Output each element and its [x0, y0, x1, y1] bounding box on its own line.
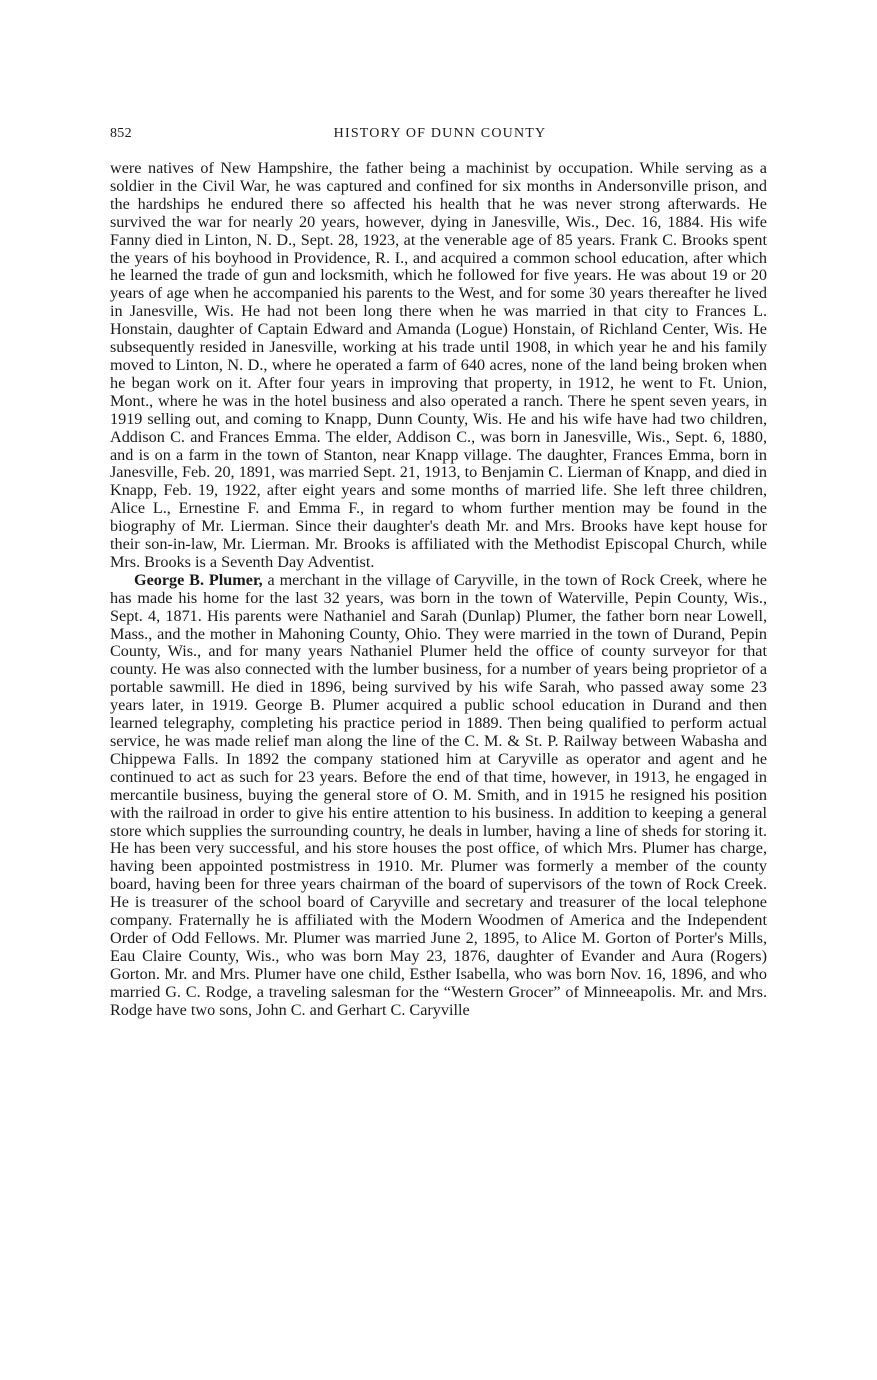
paragraph-brooks-continuation	[110, 160, 767, 572]
running-title: HISTORY OF DUNN COUNTY	[333, 126, 547, 141]
paragraph-text: were natives of New Hampshire, the father being a machinist by occupation. While serving as a soldier in the Civil War, he was captured and confined for six months in Andersonville prison, and the hardships he endured there so affected his health that he was never strong afterwards. He survived the war for nearly 20 years, however, dying in Janesville, Wis., Dec. 16, 1884. His wife Fanny died in Linton, N. D., Sept. 28, 1923, at the venerable age of 85 years. Frank C. Brooks spent the years of his boyhood in Providence, R. I., and acquired a common school education, after which he learned the trade of gun and locksmith, which he followed for five years. He was about 19 or 20 years of age when he accompanied his parents to the West, and for some 30 years thereafter he lived in Janesville, Wis. He had not been long there when he was married in that city to Frances L. Honstain, daughter of Captain Edward and Amanda (Logue) Honstain, of Richland Center, Wis. He subsequently resided in Janesville, working at his trade until 1908, in which year he and his family moved to Linton, N. D., where he operated a farm of 640 acres, none of the land being broken when he began work on it. After four years in improving that property, in 1912, he went to Ft. Union, Mont., where he was in the hotel business and also operated a ranch. There he spent seven years, in 1919 selling out, and coming to Knapp, Dunn County, Wis. He and his wife have had two children, Addison C. and Frances Emma. The elder, Addison C., was born in Janesville, Wis., Sept. 6, 1880, and is on a farm in the town of Stanton, near Knapp village. The daughter, Frances Emma, born in Janesville, Feb. 20, 1891, was married Sept. 21, 1913, to Benjamin C. Lierman of Knapp, and died in Knapp, Feb. 19, 1922, after eight years and some months of married life. She left three children, Alice L., Ernestine F. and Emma F., in regard to whom further mention may be found in the biography of Mr. Lierman. Since their daughter's death Mr. and Mrs. Brooks have kept house for their son-in-law, Mr. Lierman. Mr. Brooks is affiliated with the Methodist Episcopal Church, while Mrs. Brooks is a Seventh Day Adventist.	[110, 159, 767, 571]
biography-subject-name: George B. Plumer,	[134, 570, 263, 589]
page-number: 852	[110, 126, 132, 141]
body-text	[110, 160, 767, 1020]
paragraph-george-b-plumer	[110, 572, 767, 1020]
running-head	[110, 126, 770, 146]
paragraph-text: a merchant in the village of Caryville, in the town of Rock Creek, where he has made his home for the last 32 years, was born in the town of Waterville, Pepin County, Wis., Sept. 4, 1871. His parents were Nathaniel and Sarah (Dunlap) Plumer, the father born near Lowell, Mass., and the mother in Mahoning County, Ohio. They were married in the town of Durand, Pepin County, Wis., and for many years Nathaniel Plumer held the office of county surveyor for that county. He was also connected with the lumber business, for a number of years being proprietor of a portable sawmill. He died in 1896, being survived by his wife Sarah, who passed away some 23 years later, in 1919. George B. Plumer acquired a public school education in Durand and then learned telegraphy, completing his practice period in 1889. Then being qualified to perform actual service, he was made relief man along the line of the C. M. & St. P. Railway between Wabasha and Chippewa Falls. In 1892 the company stationed him at Caryville as operator and agent and he continued to act as such for 23 years. Before the end of that time, however, in 1913, he engaged in mercantile business, buying the general store of O. M. Smith, and in 1915 he resigned his position with the railroad in order to give his entire attention to his business. In addition to keeping a general store which supplies the surrounding country, he deals in lumber, having a line of sheds for storing it. He has been very successful, and his store houses the post office, of which Mrs. Plumer has charge, having been appointed postmistress in 1910. Mr. Plumer was formerly a member of the county board, having been for three years chairman of the board of supervisors of the town of Rock Creek. He is treasurer of the school board of Caryville and secretary and treasurer of the local telephone company. Fraternally he is affiliated with the Modern Woodmen of America and the Independent Order of Odd Fellows. Mr. Plumer was married June 2, 1895, to Alice M. Gorton of Porter's Mills, Eau Claire County, Wis., who was born May 23, 1876, daughter of Evander and Aura (Rogers) Gorton. Mr. and Mrs. Plumer have one child, Esther Isabella, who was born Nov. 16, 1896, and who married G. C. Rodge, a traveling salesman for the “Western Grocer” of Minneeapolis. Mr. and Mrs. Rodge have two sons, John C. and Gerhart C. Caryville	[110, 570, 767, 1019]
